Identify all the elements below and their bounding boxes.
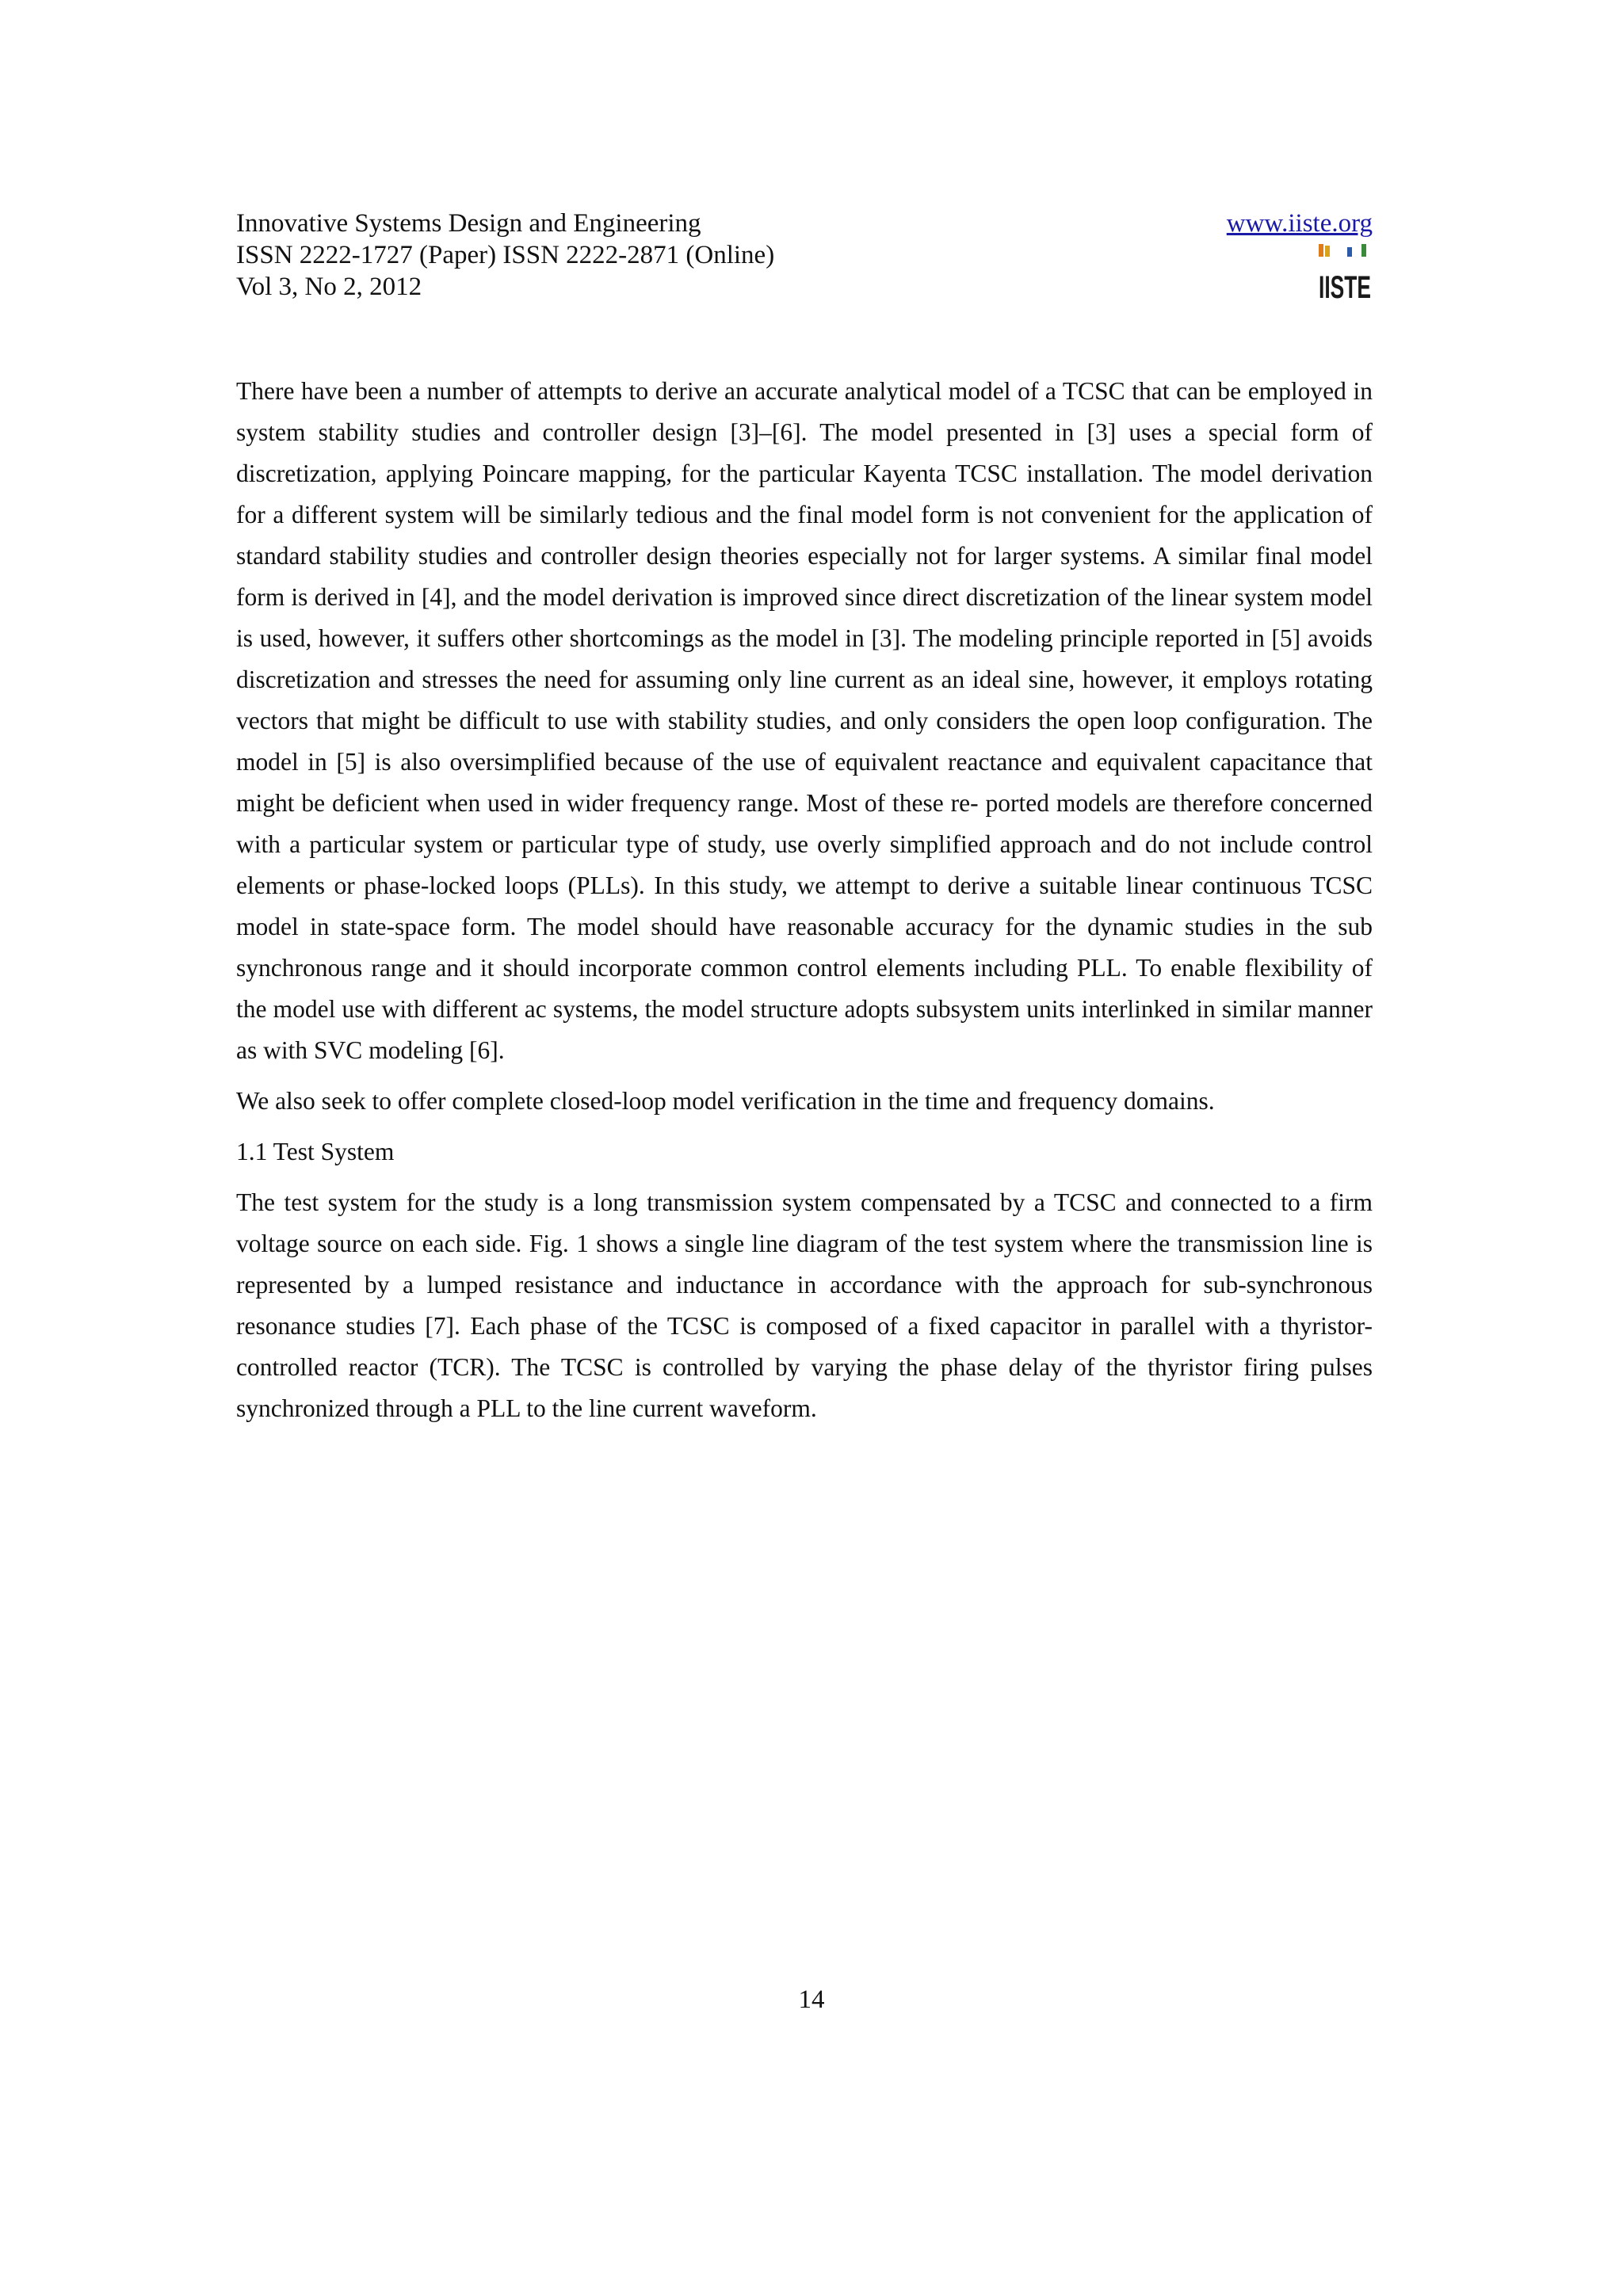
journal-issn: ISSN 2222-1727 (Paper) ISSN 2222-2871 (Online) (236, 241, 775, 269)
body-paragraph: There have been a number of attempts to derive an accurate analytical model of a TCSC that can be employed in system stability studies and controller design [3]–[6]. The model presented in [3] uses a special form of discretization, applying Poincare mapping, for the particular Kayenta TCSC installation. The model derivation for a different system will be similarly tedious and the final model form is not convenient for the application of standard stability studies and controller design theories especially not for larger systems. A similar final model form is derived in [4], and the model derivation is improved since direct discretization of the linear system model is used, however, it suffers other shortcomings as the model in [3]. The modeling principle reported in [5] avoids discretization and stresses the need for assuming only line current as an ideal sine, however, it employs rotating vectors that might be difficult to use with stability studies, and only considers the open loop configuration. The model in [5] is also oversimplified because of the use of equivalent reactance and equivalent capacitance that might be deficient when used in wider frequency range. Most of these re- ported models are therefore concerned with a particular system or particular type of study, use overly simplified approach and do not include control elements or phase-locked loops (PLLs). In this study, we attempt to derive a suitable linear continuous TCSC model in state-space form. The model should have reasonable accuracy for the dynamic studies in the sub synchronous range and it should incorporate common control elements including PLL. To enable flexibility of the model use with different ac systems, the model structure adopts subsystem units interlinked in similar manner as with SVC modeling [6]. (236, 377, 1373, 1064)
section-heading: 1.1 Test System (236, 1138, 395, 1165)
iiste-logo-icon (1317, 242, 1373, 303)
body-paragraph: We also seek to offer complete closed-loop model verification in the time and frequency domains. (236, 1087, 1215, 1115)
journal-url-link[interactable]: www.iiste.org (1226, 209, 1373, 238)
page-header (236, 208, 1373, 303)
page-number: 14 (798, 1985, 825, 2014)
svg-text:IISTE: IISTE (1319, 270, 1371, 305)
body-paragraph: The test system for the study is a long transmission system compensated by a TCSC and connected to a firm voltage source on each side. Fig. 1 shows a single line diagram of the test system where the transmission line is represented by a lumped resistance and inductance in accordance with the approach for sub-synchronous resonance studies [7]. Each phase of the TCSC is composed of a fixed capacitor in parallel with a thyristor-controlled reactor (TCR). The TCSC is controlled by varying the phase delay of the thyristor firing pulses synchronized through a PLL to the line current waveform. (236, 1188, 1373, 1422)
journal-volume: Vol 3, No 2, 2012 (236, 273, 422, 301)
article-body (236, 371, 1373, 1429)
journal-title: Innovative Systems Design and Engineering (236, 209, 701, 238)
